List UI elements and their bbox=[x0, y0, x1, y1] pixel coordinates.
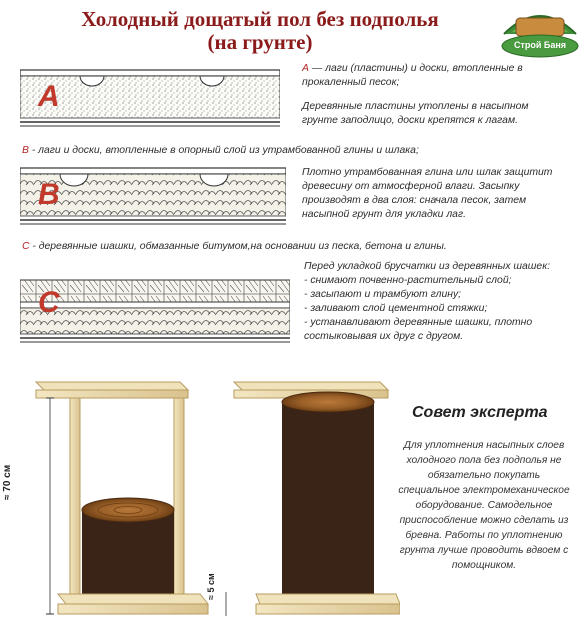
section-b-desc: В - лаги и доски, втопленные в опорный слой из утрамбованной глины и шлака; bbox=[22, 145, 419, 156]
section-b-note: Плотно утрамбованная глина или шлак защитит древесину от атмосферной влаги. Засыпку производят в два слоя: сначала песок, затем насыпной грунт для укладки лаг. bbox=[302, 167, 553, 220]
section-b-key: В bbox=[22, 145, 29, 156]
section-a-desc: А — лаги (пластины) и доски, втопленные в прокаленный песок; bbox=[302, 63, 523, 88]
title-line-1: Холодный дощатый пол без подполья bbox=[81, 7, 439, 31]
logo-text: Строй Баня bbox=[513, 40, 567, 50]
page-title bbox=[40, 8, 480, 54]
section-c-desc: С - деревянные шашки, обмазанные битумом,на основании из песка, бетона и глины. bbox=[22, 241, 447, 252]
height-dimension-label: ≈ 70 см bbox=[2, 464, 13, 500]
bath-logo-icon bbox=[498, 4, 582, 64]
section-c-step: - снимают почвенно-растительный слой; bbox=[304, 275, 512, 286]
section-c-intro: Перед укладкой брусчатки из деревянных шашек: bbox=[304, 261, 551, 272]
section-b-letter: B bbox=[38, 178, 60, 211]
diagram-c bbox=[20, 276, 290, 348]
thickness-dimension-label: ≈ 5 см bbox=[206, 573, 216, 600]
diagram-b bbox=[20, 166, 286, 228]
section-a-letter: A bbox=[38, 80, 60, 113]
expert-body: Для уплотнения насыпных слоев холодного пола без подполья не обязательно покупать специальное электромеханическое оборудование. Самодельное приспособление можно сделать из бревна. Работы по уплотнению грунта лучше проводить вдвоем с помощником. bbox=[398, 440, 570, 571]
expert-title: Совет эксперта bbox=[412, 404, 548, 421]
section-c-step: - засыпают и трамбуют глину; bbox=[304, 289, 462, 300]
section-a-note: Деревянные пластины утоплены в насыпном грунте заподлицо, доски крепятся к лагам. bbox=[302, 101, 529, 126]
section-a-key: А bbox=[302, 63, 309, 74]
title-line-2: (на грунте) bbox=[207, 30, 313, 54]
section-c-step: - заливают слой цементной стяжки; bbox=[304, 303, 488, 314]
section-c-step: - устанавливают деревянные шашки, плотно состыковывая их друг с другом. bbox=[304, 317, 533, 342]
section-c-note bbox=[304, 260, 568, 344]
logo bbox=[498, 4, 582, 64]
section-c-key: С bbox=[22, 241, 30, 252]
section-c-letter: C bbox=[38, 286, 60, 319]
